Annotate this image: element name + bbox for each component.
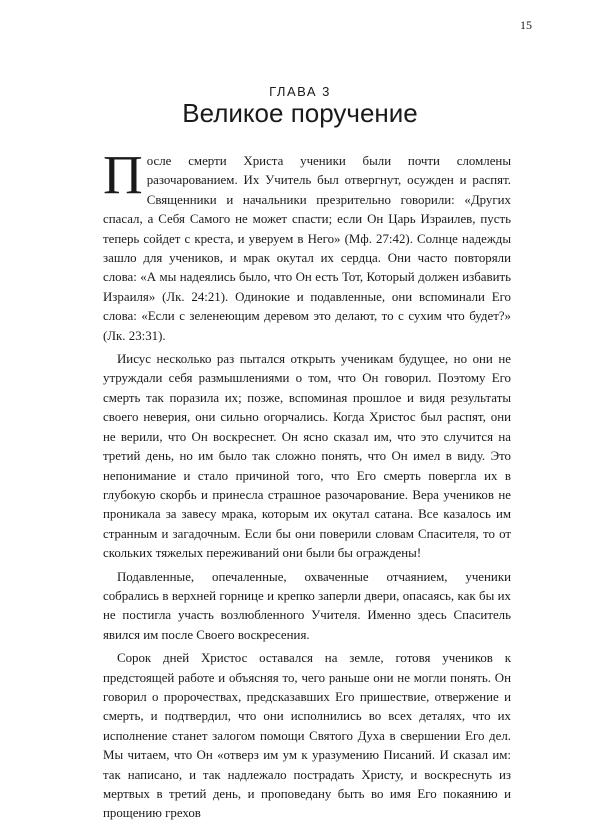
paragraph-2: Иисус несколько раз пытался открыть ученикам будущее, но они не утруждали себя размышлениями о том, что Он говорил. Поэтому Его смерть так поразила их; позже, вспоминая прошлое и видя результаты своего неверия, они сильно огорчались. Когда Христос был распят, они не верили, что Он воскреснет. Он ясно сказал им, что это случится на третий день, но им было так сложно понять, что Он имел в виду. Это непонимание и стало причиной того, что Его смерть повергла их в глубокую скорбь и принесла страшное разочарование. Вера учеников не проникала за завесу мрака, которым их окутал сатана. Все казалось им странным и загадочным. Если бы они поверили словам Спасителя, то от скольких тяжелых переживаний они были бы ограждены! [103,352,511,561]
chapter-title: Великое поручение [182,98,418,128]
page-number: 15 [520,18,532,32]
paragraph-1-text: осле смерти Христа ученики были почти сломлены разочарованием. Их Учитель был отвергнут, осужден и распят. Священники и начальники презрительно говорили: «Других спасал, а Себя Самого не может спасти; если Он Царь Израилев, пусть теперь сойдет с креста, и уверуем в Него» (Мф. 27:42). Солнце надежды зашло для учеников, и мрак окутал их сердца. Они часто повторяли слова: «А мы надеялись было, что Он есть Тот, Который должен избавить Израиля» (Лк. 24:21). Одинокие и подавленные, они вспоминали Его слова: «Если с зеленеющим деревом это делают, то с сухим что будет?» (Лк. 23:31). [103,154,511,343]
drop-cap: П [103,144,143,205]
chapter-label: ГЛАВА 3 [269,84,331,99]
paragraph-3: Подавленные, опечаленные, охваченные отчаянием, ученики собрались в верхней горнице и крепко заперли двери, опасаясь, как бы их не постигла участь возлюбленного Учителя. Именно здесь Спаситель явился им после Своего воскресения. [103,569,511,642]
body-text [103,144,511,828]
paragraph-4: Сорок дней Христос оставался на земле, готовя учеников к предстоящей работе и объясняя то, чего раньше они не могли понять. Он говорил о пророчествах, предсказавших Его пришествие, отвержение и смерть, и подтвердил, что они исполнились во всех деталях, что их исполнение станет залогом помощи Святого Духа в свершении Его дел. Мы читаем, что Он «отверз им ум к уразумению Писаний. И сказал им: так написано, и так надлежало пострадать Христу, и воскреснуть из мертвых в третий день, и проповедану быть во имя Его покаянию и прощению грехов [103,651,511,821]
paragraph-1 [103,144,511,346]
